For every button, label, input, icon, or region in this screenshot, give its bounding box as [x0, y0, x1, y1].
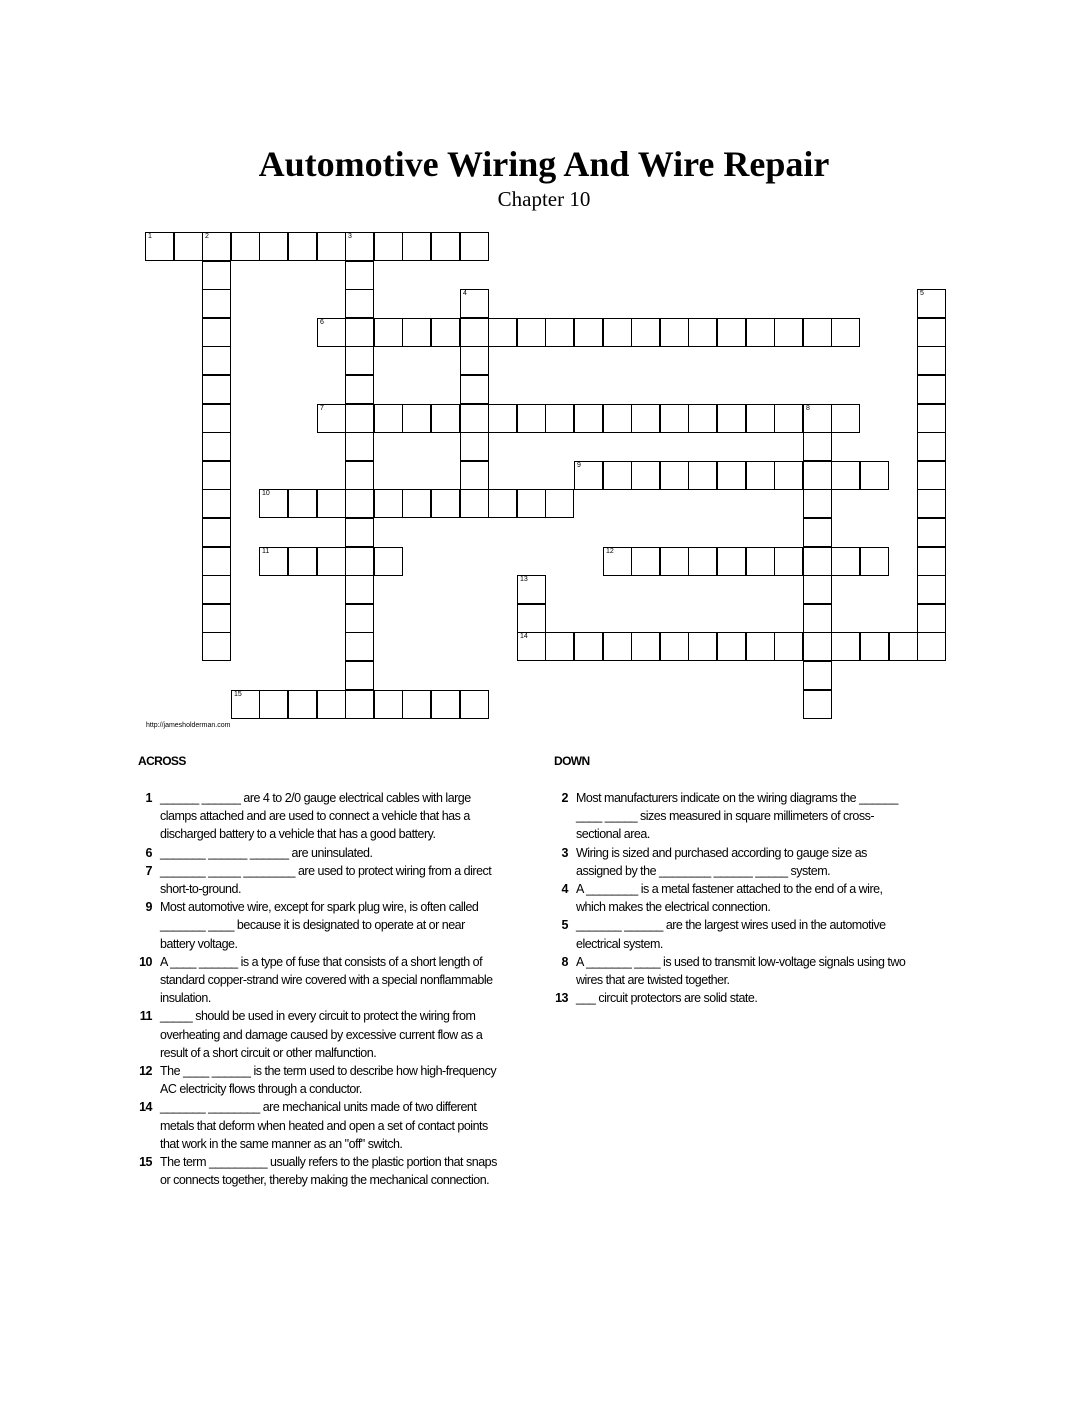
grid-cell[interactable] — [460, 318, 489, 347]
across-clue — [138, 1062, 498, 1098]
grid-cell[interactable] — [345, 518, 374, 547]
grid-cell[interactable] — [488, 318, 517, 347]
grid-cell[interactable] — [917, 489, 946, 518]
grid-cell[interactable] — [374, 489, 403, 518]
clue-text: A ________ is a metal fastener attached to the end of a wire, which makes the electrical connection. — [576, 882, 883, 915]
grid-cell[interactable] — [345, 346, 374, 375]
clue-text: _______ ______ are the largest wires used in the automotive electrical system. — [576, 918, 886, 951]
grid-cell[interactable] — [288, 489, 317, 518]
grid-cell[interactable] — [460, 289, 489, 318]
puzzle-subtitle: Chapter 10 — [497, 187, 591, 211]
grid-cell[interactable] — [202, 575, 231, 604]
clue-number: 13 — [555, 991, 568, 1006]
grid-cell[interactable] — [345, 261, 374, 290]
clue-text: The term _________ usually refers to the plastic portion that snaps or connects together, thereby making the mechanical connection. — [160, 1155, 497, 1188]
grid-cell[interactable] — [803, 632, 832, 661]
grid-cell[interactable] — [917, 518, 946, 547]
grid-cell[interactable] — [231, 232, 260, 261]
down-clue — [554, 880, 914, 916]
cell-number: 12 — [606, 548, 614, 555]
grid-cell[interactable] — [202, 432, 231, 461]
grid-cell[interactable] — [374, 232, 403, 261]
across-clue-list — [138, 789, 498, 1189]
down-clue — [554, 844, 914, 880]
grid-cell[interactable] — [460, 489, 489, 518]
grid-cell[interactable] — [517, 404, 546, 433]
grid-cell[interactable] — [460, 404, 489, 433]
grid-cell[interactable] — [202, 232, 231, 261]
across-heading: ACROSS — [138, 754, 186, 768]
clue-number: 11 — [139, 1009, 152, 1024]
grid-cell[interactable] — [202, 375, 231, 404]
grid-cell[interactable] — [317, 318, 346, 347]
grid-cell[interactable] — [717, 461, 746, 490]
grid-cell[interactable] — [345, 318, 374, 347]
grid-cell[interactable] — [717, 318, 746, 347]
grid-cell[interactable] — [917, 375, 946, 404]
clue-text: _______ ______ ______ are uninsulated. — [160, 845, 373, 860]
clue-text: ______ ______ are 4 to 2/0 gauge electrical cables with large clamps attached and are used to connect a vehicle that has a discharged battery to a vehicle that has a good battery. — [160, 791, 471, 842]
grid-cell[interactable] — [374, 547, 403, 576]
grid-cell[interactable] — [431, 318, 460, 347]
grid-cell[interactable] — [202, 318, 231, 347]
grid-cell[interactable] — [660, 461, 689, 490]
grid-cell[interactable] — [345, 289, 374, 318]
grid-cell[interactable] — [345, 489, 374, 518]
down-clue — [554, 989, 914, 1007]
grid-cell[interactable] — [431, 489, 460, 518]
grid-cell[interactable] — [917, 346, 946, 375]
grid-cell[interactable] — [545, 318, 574, 347]
grid-cell[interactable] — [688, 404, 717, 433]
grid-cell[interactable] — [202, 289, 231, 318]
down-clue — [554, 953, 914, 989]
grid-cell[interactable] — [746, 461, 775, 490]
clue-number: 2 — [561, 791, 568, 805]
clue-text: _____ should be used in every circuit to protect the wiring from overheating and damage caused by excessive current flow as a result of a short circuit or other malfunction. — [160, 1009, 483, 1060]
grid-cell[interactable] — [460, 432, 489, 461]
grid-cell[interactable] — [889, 632, 918, 661]
grid-cell[interactable] — [545, 632, 574, 661]
across-clue — [138, 1007, 498, 1062]
grid-cell[interactable] — [803, 575, 832, 604]
grid-cell[interactable] — [517, 489, 546, 518]
clue-text: _______ ________ are mechanical units made of two different metals that deform when heated and open a set of contact points that work in the same manner as an "off" switch. — [160, 1100, 488, 1151]
grid-cell[interactable] — [774, 632, 803, 661]
grid-cell[interactable] — [803, 547, 832, 576]
grid-cell[interactable] — [803, 661, 832, 690]
grid-cell[interactable] — [688, 318, 717, 347]
grid-cell[interactable] — [717, 632, 746, 661]
cell-number: 7 — [320, 405, 324, 412]
grid-cell[interactable] — [574, 318, 603, 347]
clue-number: 3 — [561, 845, 568, 860]
grid-cell[interactable] — [917, 632, 946, 661]
cell-number: 11 — [262, 548, 270, 555]
grid-cell[interactable] — [774, 547, 803, 576]
cell-number: 4 — [463, 290, 467, 297]
grid-cell[interactable] — [317, 690, 346, 719]
clue-text: Wiring is sized and purchased according to gauge size as assigned by the ________ ______ _____ system. — [576, 845, 867, 878]
clue-number: 6 — [145, 845, 152, 860]
grid-cell[interactable] — [917, 461, 946, 490]
across-clue — [138, 1098, 498, 1153]
grid-cell[interactable] — [174, 232, 203, 261]
clue-number: 14 — [139, 1100, 152, 1115]
grid-cell[interactable] — [917, 289, 946, 318]
cell-number: 15 — [234, 691, 242, 698]
grid-cell[interactable] — [402, 489, 431, 518]
grid-cell[interactable] — [831, 547, 860, 576]
grid-cell[interactable] — [402, 690, 431, 719]
grid-cell[interactable] — [774, 461, 803, 490]
grid-cell[interactable] — [746, 632, 775, 661]
grid-cell[interactable] — [345, 232, 374, 261]
grid-cell[interactable] — [603, 547, 632, 576]
across-clue — [138, 789, 498, 844]
grid-cell[interactable] — [402, 232, 431, 261]
grid-cell[interactable] — [259, 690, 288, 719]
grid-cell[interactable] — [688, 547, 717, 576]
down-clue — [554, 789, 914, 844]
down-clue — [554, 916, 914, 952]
grid-cell[interactable] — [460, 346, 489, 375]
grid-cell[interactable] — [746, 404, 775, 433]
grid-cell[interactable] — [803, 318, 832, 347]
grid-cell[interactable] — [431, 232, 460, 261]
grid-cell[interactable] — [317, 232, 346, 261]
grid-cell[interactable] — [231, 690, 260, 719]
cell-number: 6 — [320, 319, 324, 326]
grid-cell[interactable] — [402, 318, 431, 347]
grid-cell[interactable] — [574, 461, 603, 490]
grid-cell[interactable] — [860, 547, 889, 576]
grid-cell[interactable] — [774, 404, 803, 433]
cell-number: 2 — [205, 233, 209, 240]
grid-cell[interactable] — [631, 404, 660, 433]
cell-number: 13 — [520, 576, 528, 583]
grid-cell[interactable] — [831, 318, 860, 347]
grid-cell[interactable] — [488, 404, 517, 433]
grid-cell[interactable] — [345, 661, 374, 690]
grid-cell[interactable] — [545, 404, 574, 433]
grid-cell[interactable] — [603, 461, 632, 490]
grid-cell[interactable] — [345, 547, 374, 576]
grid-cell[interactable] — [374, 404, 403, 433]
grid-cell[interactable] — [831, 461, 860, 490]
grid-cell[interactable] — [831, 632, 860, 661]
grid-cell[interactable] — [317, 547, 346, 576]
clue-number: 15 — [139, 1155, 152, 1170]
cell-number: 9 — [577, 462, 581, 469]
grid-cell[interactable] — [545, 489, 574, 518]
grid-cell[interactable] — [460, 232, 489, 261]
cell-number: 1 — [148, 233, 152, 240]
source-url: http://jamesholderman.com — [146, 722, 231, 729]
grid-cell[interactable] — [259, 489, 288, 518]
across-clue — [138, 953, 498, 1008]
grid-cell[interactable] — [774, 318, 803, 347]
grid-cell[interactable] — [317, 404, 346, 433]
grid-cell[interactable] — [860, 461, 889, 490]
clue-text: A ____ ______ is a type of fuse that consists of a short length of standard copper-strand wire covered with a special nonflammable insulation. — [160, 954, 493, 1006]
grid-cell[interactable] — [259, 232, 288, 261]
grid-cell[interactable] — [345, 690, 374, 719]
grid-cell[interactable] — [631, 547, 660, 576]
grid-cell[interactable] — [202, 346, 231, 375]
grid-cell[interactable] — [345, 575, 374, 604]
cell-number: 14 — [520, 633, 528, 640]
grid-cell[interactable] — [288, 547, 317, 576]
grid-cell[interactable] — [288, 690, 317, 719]
cell-number: 8 — [806, 405, 810, 412]
grid-cell[interactable] — [803, 404, 832, 433]
clue-number: 7 — [145, 863, 152, 878]
clue-text: Most automotive wire, except for spark plug wire, is often called _______ ____ because it is designated to operate at or near battery voltage. — [160, 900, 479, 951]
grid-cell[interactable] — [803, 518, 832, 547]
grid-cell[interactable] — [603, 632, 632, 661]
grid-cell[interactable] — [746, 547, 775, 576]
grid-cell[interactable] — [803, 690, 832, 719]
grid-cell[interactable] — [202, 518, 231, 547]
cell-number: 10 — [262, 490, 270, 497]
across-clue — [138, 862, 498, 898]
grid-cell[interactable] — [345, 604, 374, 633]
grid-cell[interactable] — [717, 547, 746, 576]
grid-cell[interactable] — [345, 432, 374, 461]
grid-cell[interactable] — [345, 375, 374, 404]
grid-cell[interactable] — [288, 232, 317, 261]
grid-cell[interactable] — [402, 404, 431, 433]
grid-cell[interactable] — [517, 632, 546, 661]
grid-cell[interactable] — [574, 404, 603, 433]
grid-cell[interactable] — [145, 232, 174, 261]
grid-cell[interactable] — [660, 632, 689, 661]
clue-number: 5 — [561, 918, 568, 933]
grid-cell[interactable] — [202, 547, 231, 576]
grid-cell[interactable] — [860, 632, 889, 661]
grid-cell[interactable] — [345, 404, 374, 433]
grid-cell[interactable] — [831, 404, 860, 433]
grid-cell[interactable] — [917, 575, 946, 604]
grid-cell[interactable] — [202, 461, 231, 490]
clue-text: The ____ ______ is the term used to describe how high-frequency AC electricity flows through a conductor. — [160, 1064, 497, 1097]
clue-number: 9 — [145, 900, 152, 915]
grid-cell[interactable] — [374, 690, 403, 719]
grid-cell[interactable] — [603, 318, 632, 347]
grid-cell[interactable] — [631, 318, 660, 347]
grid-cell[interactable] — [202, 404, 231, 433]
down-clue-list — [554, 789, 914, 1007]
grid-cell[interactable] — [603, 404, 632, 433]
clue-number: 8 — [561, 954, 568, 969]
grid-cell[interactable] — [717, 404, 746, 433]
clue-text: Most manufacturers indicate on the wiring diagrams the ______ ____ _____ sizes measured in square millimeters of cross-sectional area. — [576, 791, 898, 842]
grid-cell[interactable] — [803, 461, 832, 490]
grid-cell[interactable] — [202, 632, 231, 661]
grid-cell[interactable] — [631, 632, 660, 661]
cell-number: 5 — [920, 290, 924, 297]
grid-cell[interactable] — [460, 690, 489, 719]
clue-text: A _______ ____ is used to transmit low-voltage signals using two wires that are twisted together. — [576, 954, 906, 988]
grid-cell[interactable] — [660, 318, 689, 347]
grid-cell[interactable] — [746, 318, 775, 347]
grid-cell[interactable] — [202, 604, 231, 633]
grid-cell[interactable] — [574, 632, 603, 661]
grid-cell[interactable] — [803, 489, 832, 518]
clue-number: 12 — [139, 1064, 152, 1079]
grid-cell[interactable] — [202, 489, 231, 518]
grid-cell[interactable] — [431, 404, 460, 433]
grid-cell[interactable] — [517, 604, 546, 633]
grid-cell[interactable] — [317, 489, 346, 518]
grid-cell[interactable] — [202, 261, 231, 290]
clue-text: ___ circuit protectors are solid state. — [576, 991, 758, 1006]
across-clue — [138, 844, 498, 862]
grid-cell[interactable] — [431, 690, 460, 719]
grid-cell[interactable] — [517, 318, 546, 347]
grid-cell[interactable] — [917, 547, 946, 576]
grid-cell[interactable] — [460, 375, 489, 404]
grid-cell[interactable] — [374, 318, 403, 347]
clue-number: 4 — [561, 882, 568, 897]
grid-cell[interactable] — [345, 461, 374, 490]
down-heading: DOWN — [554, 754, 590, 768]
grid-cell[interactable] — [460, 461, 489, 490]
across-clue — [138, 1153, 498, 1189]
grid-cell[interactable] — [688, 461, 717, 490]
clue-number: 10 — [139, 954, 152, 969]
grid-cell[interactable] — [917, 604, 946, 633]
grid-cell[interactable] — [488, 489, 517, 518]
grid-cell[interactable] — [259, 547, 288, 576]
grid-cell[interactable] — [688, 632, 717, 661]
grid-cell[interactable] — [517, 575, 546, 604]
grid-cell[interactable] — [917, 404, 946, 433]
grid-cell[interactable] — [345, 632, 374, 661]
grid-cell[interactable] — [803, 604, 832, 633]
puzzle-title: Automotive Wiring And Wire Repair — [258, 144, 830, 184]
cell-number: 3 — [348, 233, 352, 240]
grid-cell[interactable] — [660, 547, 689, 576]
grid-cell[interactable] — [803, 432, 832, 461]
grid-cell[interactable] — [917, 432, 946, 461]
across-clue — [138, 898, 498, 953]
grid-cell[interactable] — [631, 461, 660, 490]
grid-cell[interactable] — [917, 318, 946, 347]
clue-text: _______ _____ ________ are used to protect wiring from a direct short-to-ground. — [160, 863, 492, 897]
grid-cell[interactable] — [660, 404, 689, 433]
clue-number: 1 — [145, 791, 152, 805]
